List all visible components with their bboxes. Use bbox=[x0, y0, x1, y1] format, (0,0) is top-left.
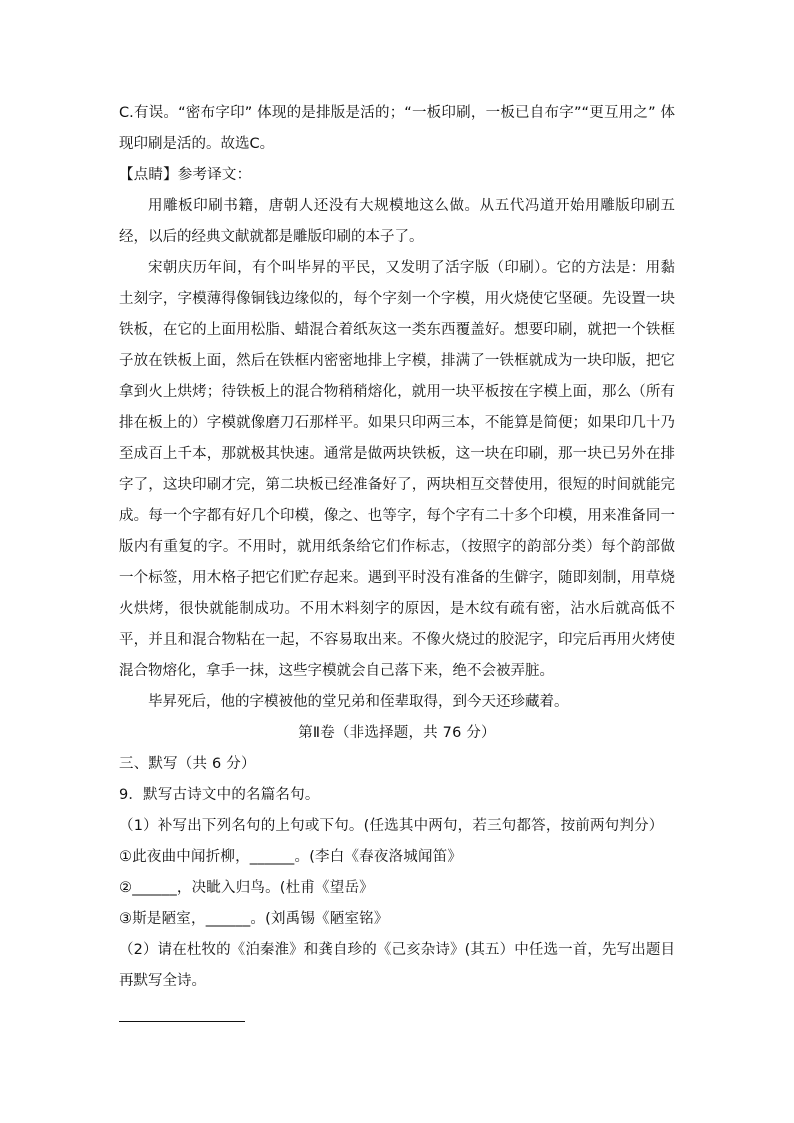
dianjing-label: 【点睛】参考译文： bbox=[119, 167, 252, 183]
section-three-heading: 三、默写（共 6 分） bbox=[119, 756, 256, 772]
volume-title: 第Ⅱ卷（非选择题，共 76 分） bbox=[298, 725, 496, 741]
document-content bbox=[119, 98, 675, 997]
question-9-item-1: ①此夜曲中闻折柳，______。(李白《春夜洛城闻笛》 bbox=[119, 849, 463, 865]
question-9-title: 9．默写古诗文中的名篇名句。 bbox=[119, 787, 320, 803]
translation-paragraph-3: 毕昇死后，他的字模被他的堂兄弟和侄辈取得，到今天还珍藏着。 bbox=[148, 694, 569, 710]
question-9-part2-instruction: （2）请在杜牧的《泊秦淮》和龚自珍的《己亥杂诗》(其五）中任选一首，先写出题目再默写全诗。 bbox=[119, 942, 675, 989]
question-9-item-3: ③斯是陋室，______。(刘禹锡《陋室铭》 bbox=[119, 911, 389, 927]
translation-paragraph-1: 用雕板印刷书籍，唐朝人还没有大规模地这么做。从五代冯道开始用雕版印刷五经，以后的经典文献就都是雕版印刷的本子了。 bbox=[119, 198, 675, 245]
translation-paragraph-2: 宋朝庆历年间，有个叫毕昇的平民，又发明了活字版（印刷）。它的方法是：用黏土刻字，字模薄得像铜钱边缘似的，每个字刻一个字模，用火烧使它坚硬。先设置一块铁板，在它的上面用松脂、蜡混合着纸灰这一类东西覆盖好。想要印刷，就把一个铁框子放在铁板上面，然后在铁框内密密地排上字模，排满了一铁框就成为一块印版，把它拿到火上烘烤；待铁板上的混合物稍稍熔化，就用一块平板按在字模上面，那么（所有排在板上的）字模就像磨刀石那样平。如果只印两三本，不能算是简便；如果印几十乃至成百上千本，那就极其快速。通常是做两块铁板，这一块在印刷，那一块已另外在排字了，这块印刷才完，第二块板已经准备好了，两块相互交替使用，很短的时间就能完成。每一个字都有好几个印模，像之、也等字，每个字有二十多个印模，用来准备同一版内有重复的字。不用时，就用纸条给它们作标志，（按照字的韵部分类）每个韵部做一个标签，用木格子把它们贮存起来。遇到平时没有准备的生僻字，随即刻制，用草烧火烘烤，很快就能制成功。不用木料刻字的原因，是木纹有疏有密，沾水后就高低不平，并且和混合物粘在一起，不容易取出来。不像火烧过的胶泥字，印完后再用火烤使混合物熔化，拿手一抹，这些字模就会自己落下来，绝不会被弄脏。 bbox=[119, 260, 675, 679]
footnote-divider bbox=[119, 1021, 245, 1022]
question-9-item-2: ②______，决眦入归鸟。(杜甫《望岳》 bbox=[119, 880, 374, 896]
answer-note: C.有误。“密布字印” 体现的是排版是活的；“一板印刷，一板已自布字”“更互用之” 体现印刷是活的。故选C。 bbox=[119, 105, 675, 152]
question-9-part1-instruction: （1）补写出下列名句的上句或下句。(任选其中两句，若三句都答，按前两句判分） bbox=[119, 818, 664, 834]
